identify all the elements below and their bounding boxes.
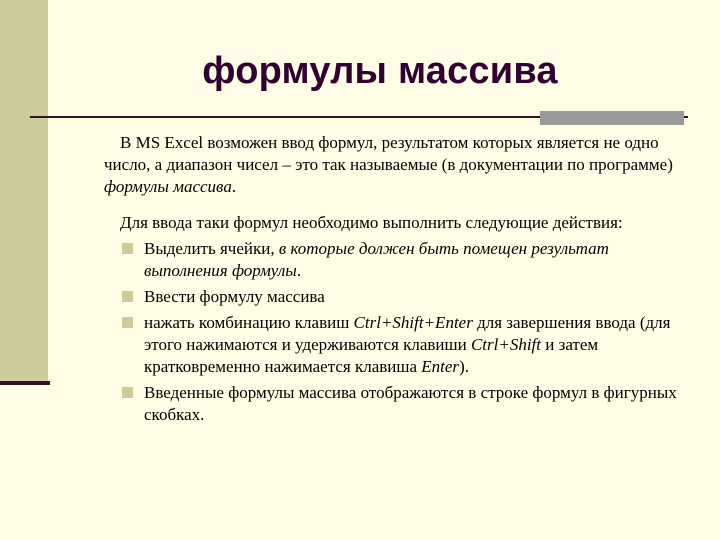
key-combo: Ctrl+Shift: [470, 335, 541, 354]
list-item: [104, 238, 689, 282]
steps-intro: Для ввода таки формул необходимо выполнить следующие действия:: [120, 213, 623, 232]
intro-text: В MS Excel возможен ввод формул, результатом которых является не одно число, а диапазон чисел – это так называемые (в документации по программе): [104, 133, 673, 174]
list-item: [104, 312, 689, 378]
intro-emphasis: формулы массива: [104, 177, 232, 196]
bullet-text: нажать комбинацию клавиш: [144, 313, 354, 332]
bullet-emphasis: в которые должен быть помещен результат выполнения формулы: [144, 239, 609, 280]
intro-paragraph: [104, 132, 689, 198]
bullet-text: для завершения ввода (для этого нажимаются и удерживаются клавиши: [144, 313, 671, 354]
bullet-text: .: [296, 261, 302, 280]
bullet-text: и затем кратковременно нажимается клавиша: [144, 335, 599, 376]
steps-list: [104, 238, 689, 426]
key-combo: Ctrl+Shift+Enter: [353, 313, 473, 332]
square-bullet-icon: [122, 291, 133, 302]
square-bullet-icon: [122, 317, 133, 328]
key-name: Enter: [421, 357, 460, 376]
bullet-text: Выделить ячейки,: [144, 239, 279, 258]
slide-body: [104, 132, 689, 430]
square-bullet-icon: [122, 243, 133, 254]
bullet-text: ).: [459, 357, 469, 376]
list-item: [104, 382, 689, 426]
list-item: [104, 286, 689, 308]
slide-title: формулы массива: [202, 50, 558, 92]
left-band-underline: [0, 381, 50, 385]
bullet-text: Введенные формулы массива отображаются в строке формул в фигурных скобках.: [144, 383, 677, 424]
title-divider-accent: [540, 111, 684, 125]
bullet-text: Ввести формулу массива: [144, 287, 325, 306]
square-bullet-icon: [122, 387, 133, 398]
intro-end: .: [231, 177, 237, 196]
